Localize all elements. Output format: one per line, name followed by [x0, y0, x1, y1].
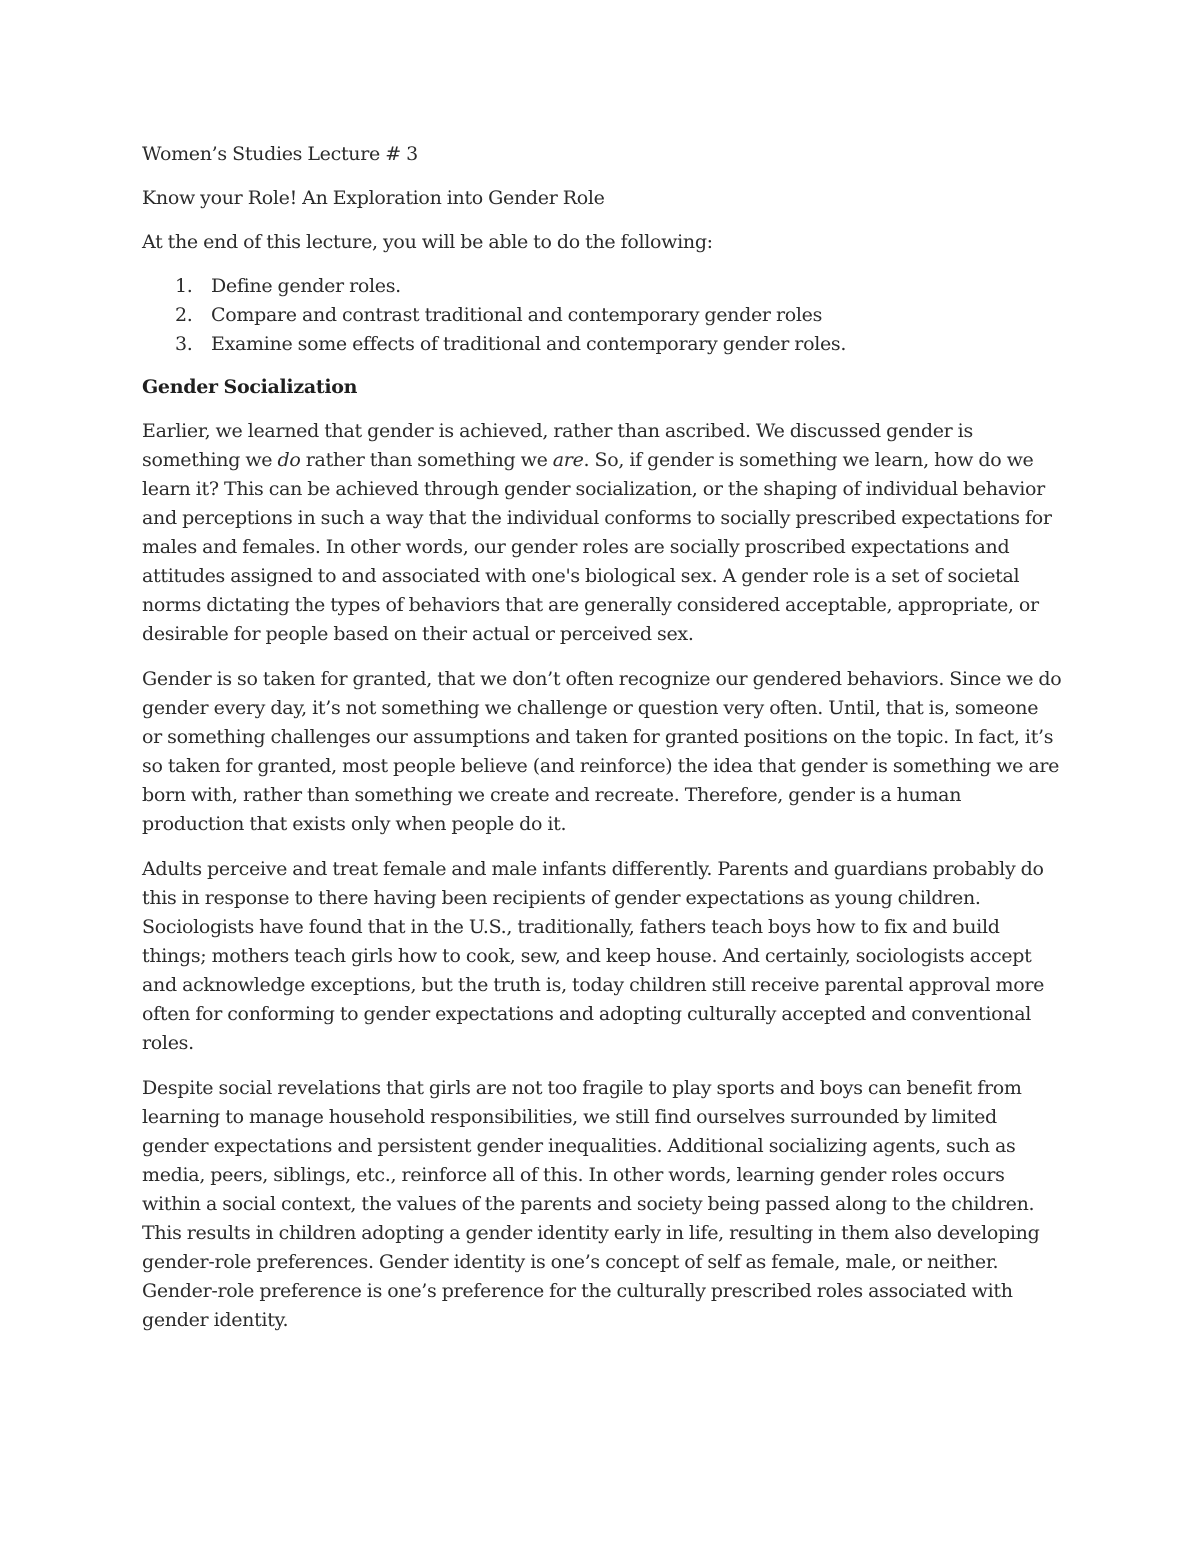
lecture-title: Women’s Studies Lecture # 3: [142, 143, 418, 165]
list-number: 1.: [175, 275, 193, 297]
list-item-text: Define gender roles.: [211, 275, 401, 297]
objectives-list: [142, 272, 1062, 359]
paragraph-1-part-c: rather than something we: [300, 449, 553, 471]
list-item: [142, 272, 1062, 301]
document-body: [142, 140, 1062, 1351]
paragraph-1-part-e: . So, if gender is something we learn, how do we learn it? This can be achieved through gender socialization, or the shaping of individual behavior and perceptions in such a way that the individual conforms to socially prescribed expectations for males and females. In other words, our gender roles are socially proscribed expectations and attitudes assigned to and associated with one's biological sex. A gender role is a set of societal norms dictating the types of behaviors that are generally considered acceptable, appropriate, or desirable for people based on their actual or perceived sex.: [142, 449, 1052, 645]
lecture-intro: At the end of this lecture, you will be able to do the following:: [142, 231, 713, 253]
paragraph-1-part-a: Earlier, we learned that gender is achieved, rather than ascribed. We discussed gender is something we: [142, 420, 973, 471]
section-heading: Gender Socialization: [142, 376, 358, 398]
list-item: [142, 330, 1062, 359]
list-number: 2.: [175, 304, 193, 326]
paragraph-3: Adults perceive and treat female and male infants differently. Parents and guardians probably do this in response to there having been recipients of gender expectations as young children. Sociologists have found that in the U.S., traditionally, fathers teach boys how to fix and build things; mothers teach girls how to cook, sew, and keep house. And certainly, sociologists accept and acknowledge exceptions, but the truth is, today children still receive parental approval more often for conforming to gender expectations and adopting culturally accepted and conventional roles.: [142, 858, 1045, 1054]
list-number: 3.: [175, 333, 193, 355]
list-item-text: Compare and contrast traditional and contemporary gender roles: [211, 304, 823, 326]
paragraph-1: [142, 417, 1062, 649]
paragraph-1-emphasis-are: are: [552, 449, 584, 471]
list-item-text: Examine some effects of traditional and contemporary gender roles.: [211, 333, 847, 355]
list-item: [142, 301, 1062, 330]
paragraph-1-emphasis-do: do: [277, 449, 301, 471]
paragraph-2: Gender is so taken for granted, that we don’t often recognize our gendered behaviors. Since we do gender every day, it’s not something we challenge or question very often. Until, that is, someone or something challenges our assumptions and taken for granted positions on the topic. In fact, it’s so taken for granted, most people believe (and reinforce) the idea that gender is something we are born with, rather than something we create and recreate. Therefore, gender is a human production that exists only when people do it.: [142, 668, 1062, 835]
paragraph-4: Despite social revelations that girls are not too fragile to play sports and boys can benefit from learning to manage household responsibilities, we still find ourselves surrounded by limited gender expectations and persistent gender inequalities. Additional socializing agents, such as media, peers, siblings, etc., reinforce all of this. In other words, learning gender roles occurs within a social context, the values of the parents and society being passed along to the children. This results in children adopting a gender identity early in life, resulting in them also developing gender-role preferences. Gender identity is one’s concept of self as female, male, or neither. Gender-role preference is one’s preference for the culturally prescribed roles associated with gender identity.: [142, 1077, 1040, 1331]
lecture-subtitle: Know your Role! An Exploration into Gender Role: [142, 187, 605, 209]
